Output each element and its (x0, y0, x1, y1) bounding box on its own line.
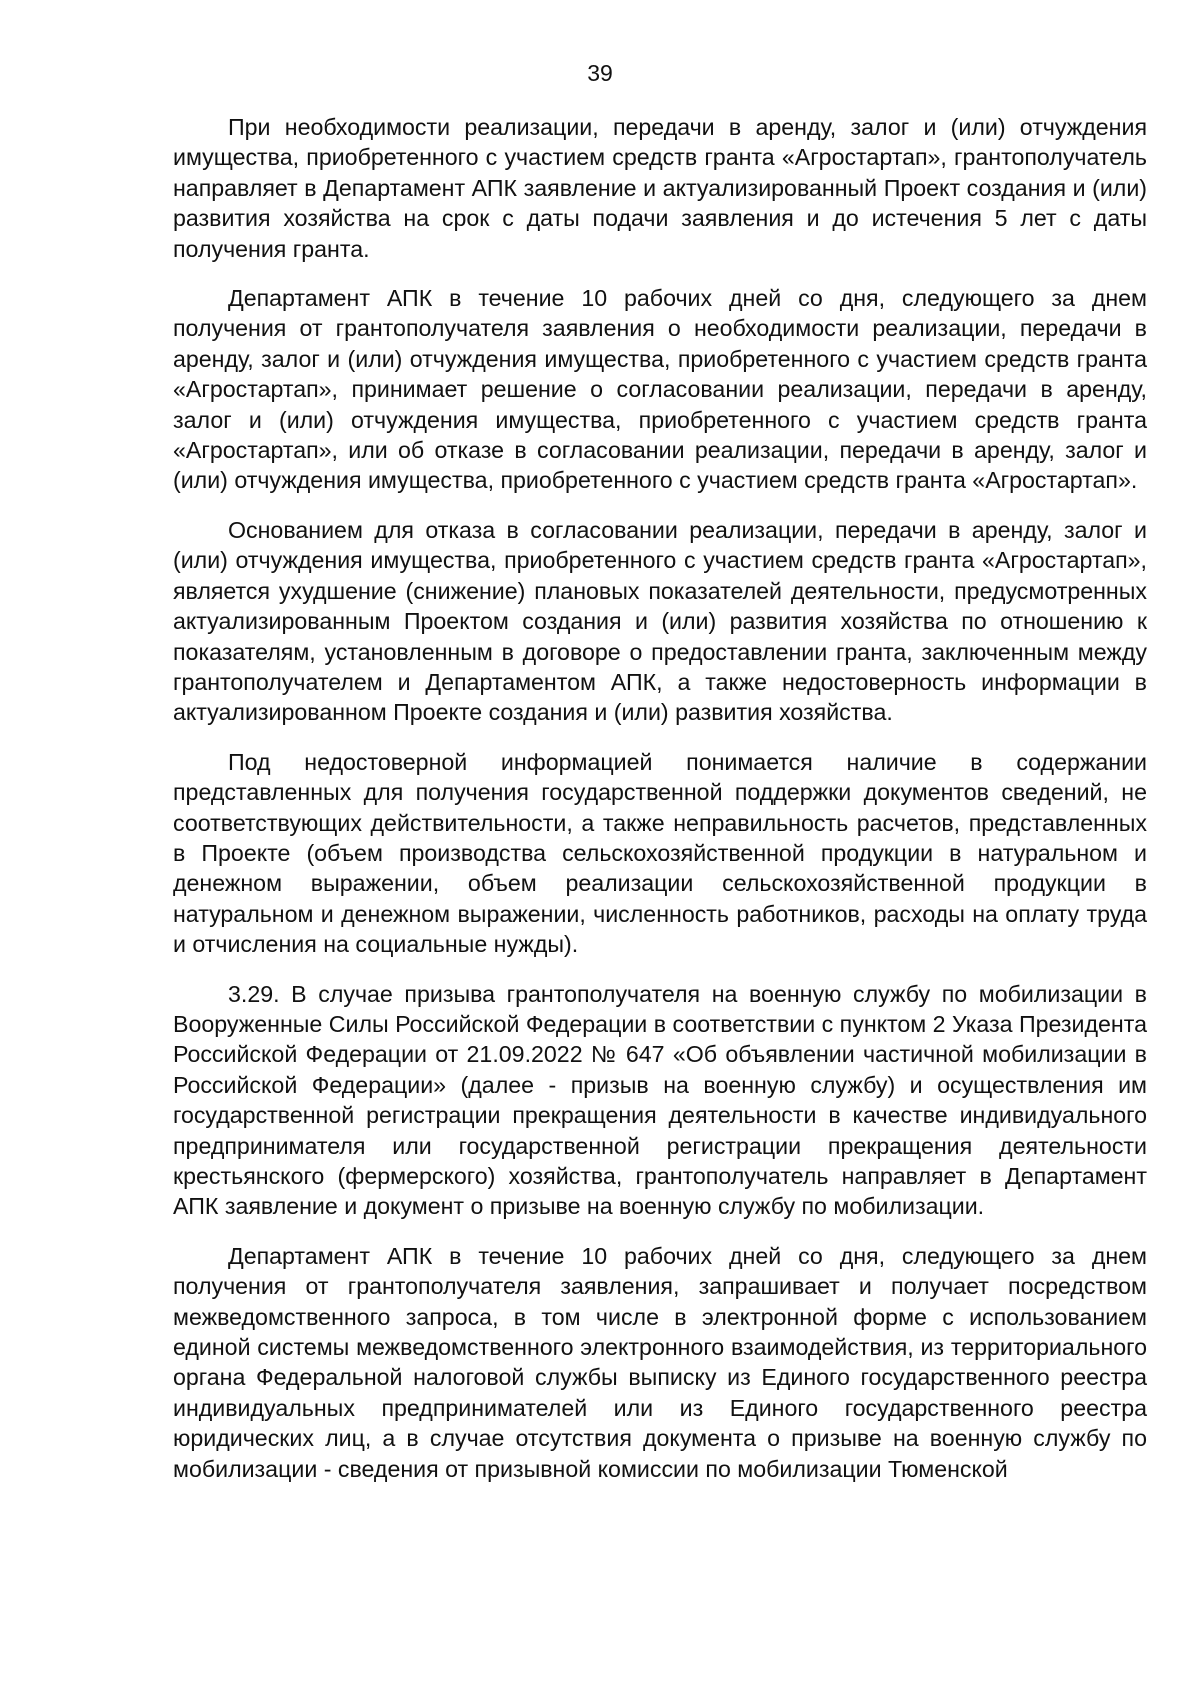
paragraph-department-decision: Департамент АПК в течение 10 рабочих дней со дня, следующего за днем получения от грантополучателя заявления о необходимости реализации, передачи в аренду, залог и (или) отчуждения имущества, приобретенного с участием средств гранта «Агростартап», принимает решение о согласовании реализации, передачи в аренду, залог и (или) отчуждения имущества, приобретенного с участием средств гранта «Агростартап», или об отказе в согласовании реализации, передачи в аренду, залог и (или) отчуждения имущества, приобретенного с участием средств гранта «Агростартап». (173, 285, 1147, 494)
document-body (173, 112, 1147, 1503)
paragraph-clause-3-29: 3.29. В случае призыва грантополучателя на военную службу по мобилизации в Вооруженные Силы Российской Федерации в соответствии с пунктом 2 Указа Президента Российской Федерации от 21.09.2022 № 647 «Об объявлении частичной мобилизации в Российской Федерации» (далее - призыв на военную службу) и осуществления им государственной регистрации прекращения деятельности в качестве индивидуального предпринимателя или государственной регистрации прекращения деятельности крестьянского (фермерского) хозяйства, грантополучатель направляет в Департамент АПК заявление и документ о призыве на военную службу по мобилизации. (173, 980, 1147, 1220)
page-number: 39 (587, 60, 613, 86)
paragraph-refusal-grounds: Основанием для отказа в согласовании реализации, передачи в аренду, залог и (или) отчуждения имущества, приобретенного с участием средств гранта «Агростартап», является ухудшение (снижение) плановых показателей деятельности, предусмотренных актуализированным Проектом создания и (или) развития хозяйства по отношению к показателям, установленным в договоре о предоставлении гранта, заключенным между грантополучателем и Департаментом АПК, а также недостоверность информации в актуализированном Проекте создания и (или) развития хозяйства. (173, 516, 1147, 726)
paragraph-unreliable-information: Под недостоверной информацией понимается наличие в содержании представленных для получения государственной поддержки документов сведений, не соответствующих действительности, а также неправильность расчетов, представленных в Проекте (объем производства сельскохозяйственной продукции в натуральном и денежном выражении, объем реализации сельскохозяйственной продукции в натуральном и денежном выражении, численность работников, расходы на оплату труда и отчисления на социальные нужды). (173, 748, 1147, 958)
paragraph-sale-lease-pledge-request: При необходимости реализации, передачи в аренду, залог и (или) отчуждения имущества, приобретенного с участием средств гранта «Агростартап», грантополучатель направляет в Департамент АПК заявление и актуализированный Проект создания и (или) развития хозяйства на срок с даты подачи заявления и до истечения 5 лет с даты получения гранта. (173, 114, 1147, 262)
paragraph-interagency-request: Департамент АПК в течение 10 рабочих дней со дня, следующего за днем получения от грантополучателя заявления, запрашивает и получает посредством межведомственного запроса, в том числе в электронной форме с использованием единой системы межведомственного электронного взаимодействия, из территориального органа Федеральной налоговой службы выписку из Единого государственного реестра индивидуальных предпринимателей или из Единого государственного реестра юридических лиц, а в случае отсутствия документа о призыве на военную службу по мобилизации - сведения от призывной комиссии по мобилизации Тюменской (173, 1242, 1147, 1482)
